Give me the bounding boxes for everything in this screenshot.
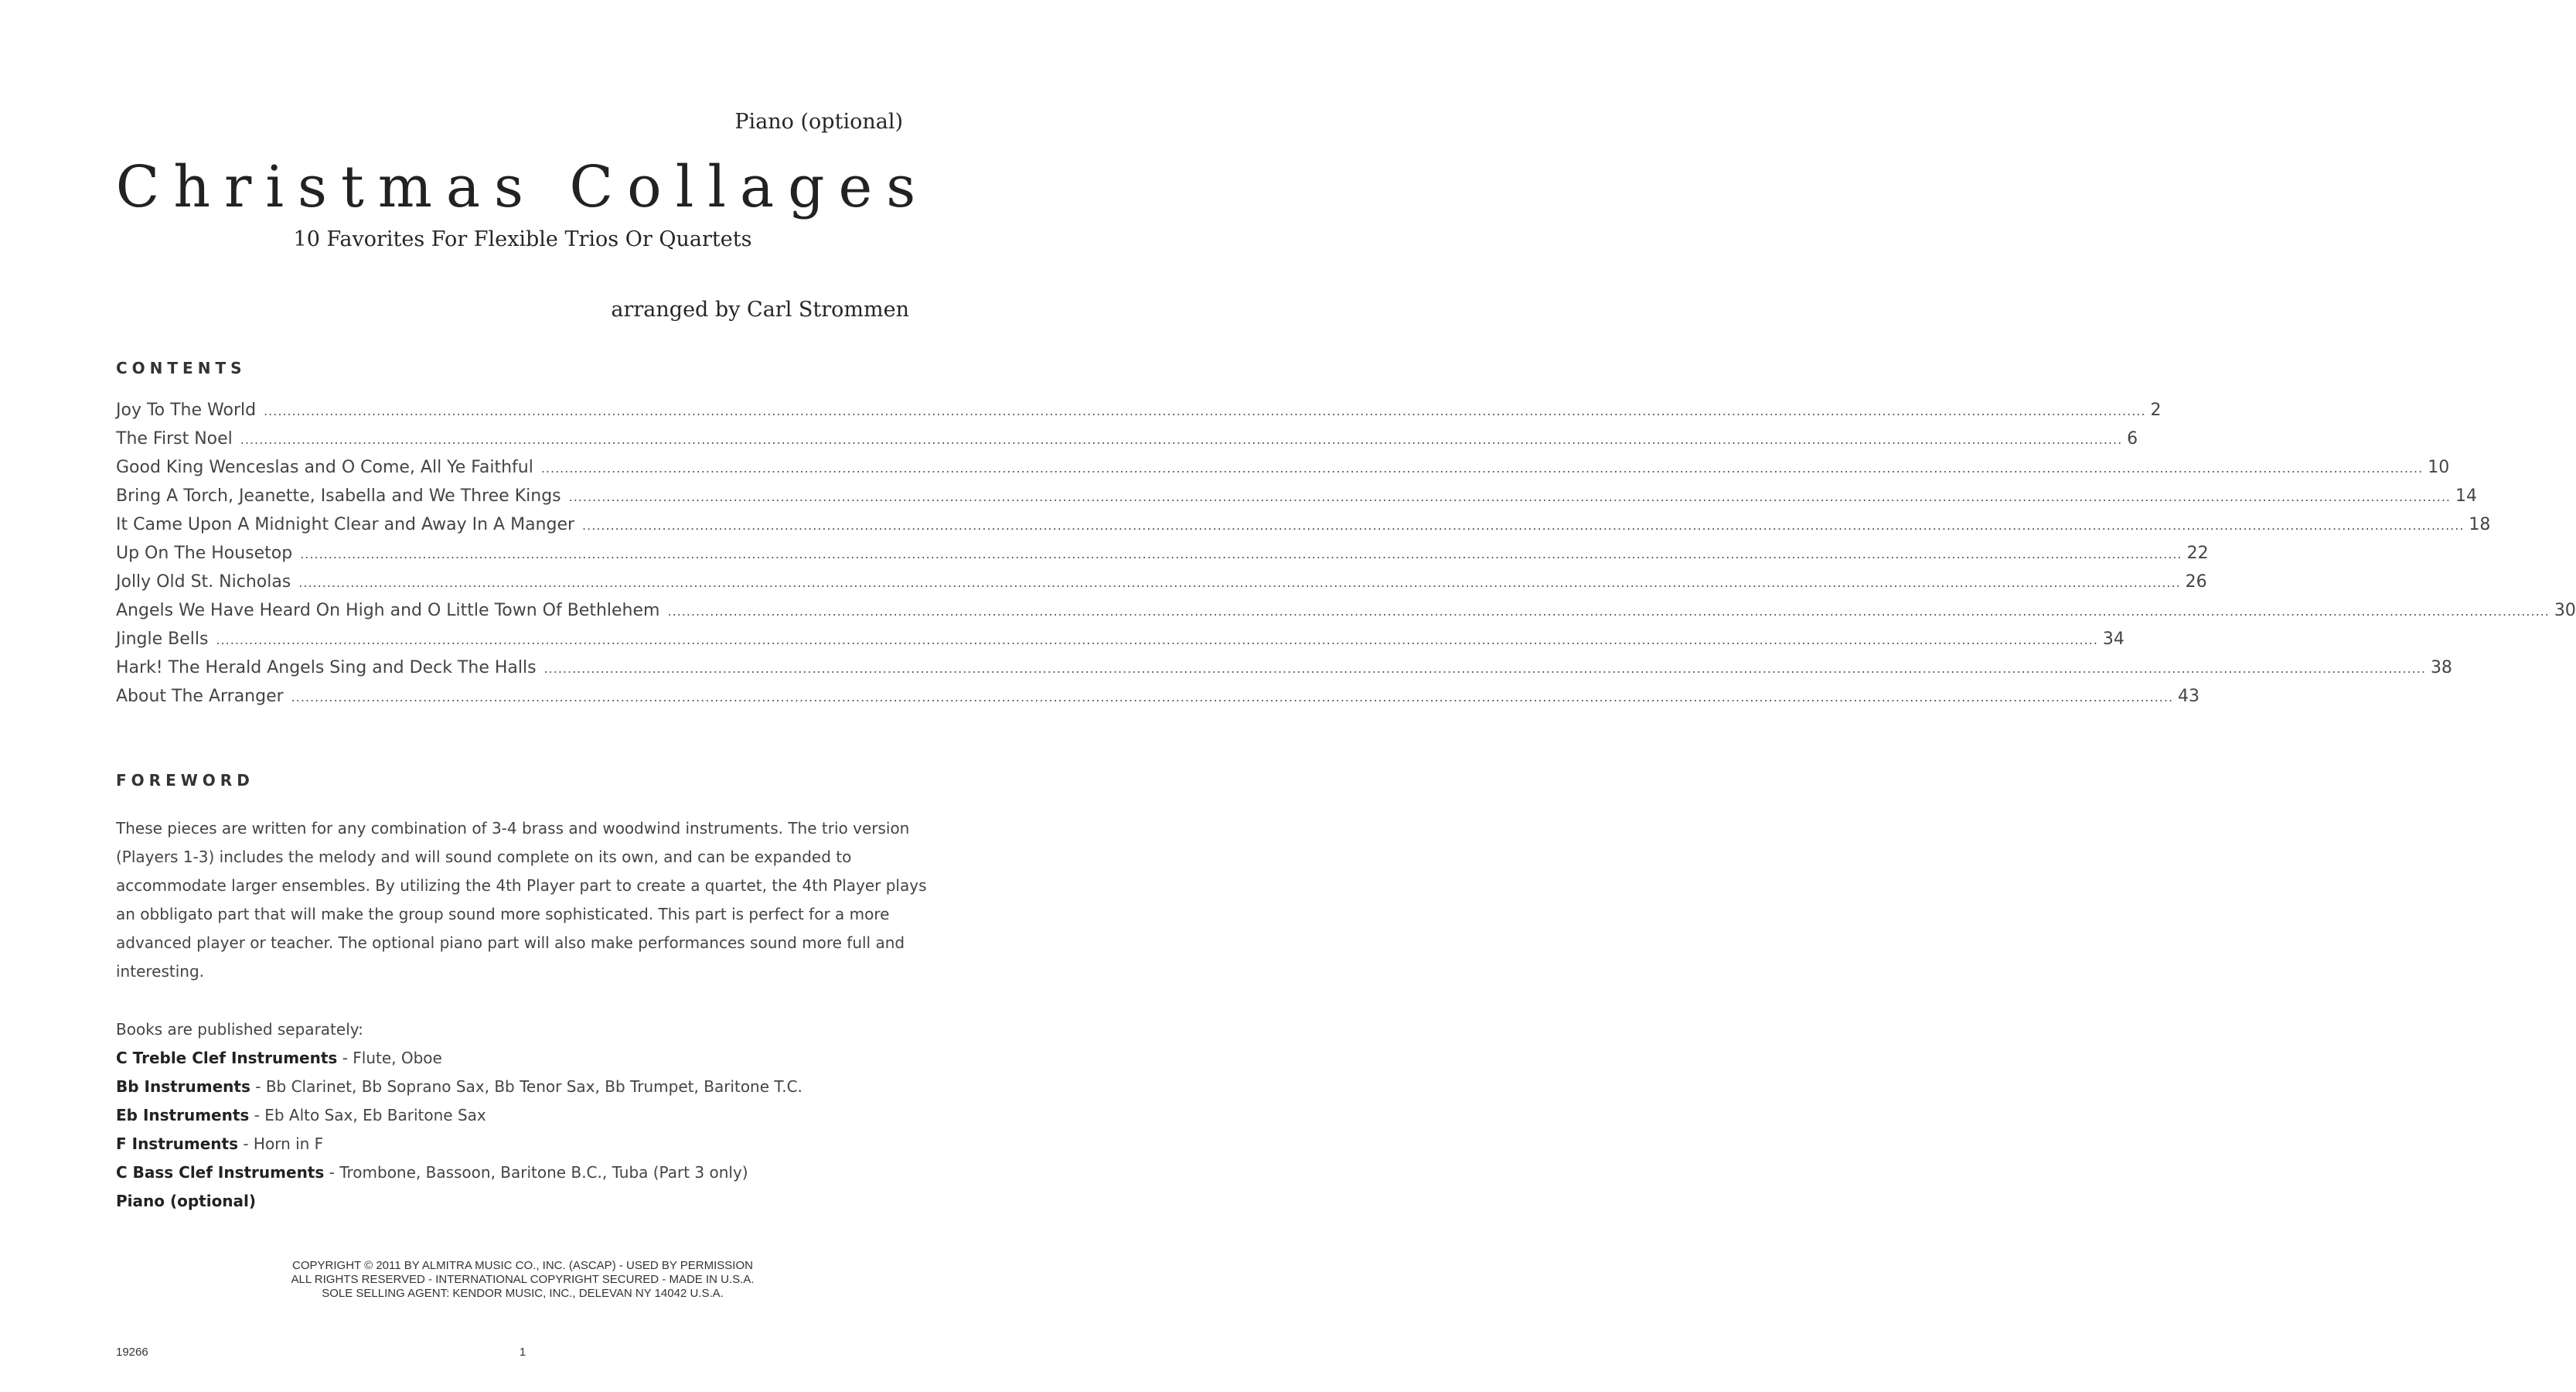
toc-entry-title: Joy To The World <box>116 401 257 420</box>
toc-entry <box>116 429 2138 458</box>
toc-leader-dots: ................................................................................................................................................................................................................................................................................................................................................................................................................ <box>298 575 2181 590</box>
toc-entry <box>116 544 2209 572</box>
toc-entry-title: Angels We Have Heard On High and O Little Town Of Bethlehem <box>116 601 660 620</box>
toc-entry <box>116 658 2452 687</box>
book-edition-name: Piano (optional) <box>116 1192 257 1210</box>
copyright-line: COPYRIGHT © 2011 BY ALMITRA MUSIC CO., INC. (ASCAP) - USED BY PERMISSION <box>292 1259 753 1272</box>
book-edition-name: Bb Instruments <box>116 1077 250 1096</box>
toc-entry-title: Jolly Old St. Nicholas <box>116 572 291 592</box>
contents-heading: CONTENTS <box>116 359 247 377</box>
toc-entry <box>116 601 2576 629</box>
books-intro: Books are published separately: <box>116 1020 363 1039</box>
book-subtitle: 10 Favorites For Flexible Trios Or Quartets <box>293 227 752 251</box>
toc-entry-page: 10 <box>2428 458 2450 477</box>
toc-entry <box>116 486 2477 515</box>
toc-entry <box>116 401 2162 429</box>
toc-entry-page: 6 <box>2127 429 2138 449</box>
toc-leader-dots: ................................................................................................................................................................................................................................................................................................................................................................................................................ <box>216 633 2098 647</box>
toc-entry-title: It Came Upon A Midnight Clear and Away In A Manger <box>116 515 575 534</box>
toc-leader-dots: ................................................................................................................................................................................................................................................................................................................................................................................................................ <box>568 490 2451 504</box>
book-edition-instruments: - Eb Alto Sax, Eb Baritone Sax <box>249 1106 486 1124</box>
book-edition-instruments: - Bb Clarinet, Bb Soprano Sax, Bb Tenor Sax, Bb Trumpet, Baritone T.C. <box>250 1077 802 1096</box>
toc-leader-dots: ................................................................................................................................................................................................................................................................................................................................................................................................................ <box>543 661 2426 676</box>
toc-entry-page: 22 <box>2186 544 2209 563</box>
arranger-credit: arranged by Carl Strommen <box>611 298 909 322</box>
toc-entry-title: About The Arranger <box>116 687 284 706</box>
toc-entry-title: Up On The Housetop <box>116 544 293 563</box>
toc-entry-page: 43 <box>2178 687 2200 706</box>
table-of-contents <box>116 401 2576 715</box>
books-list <box>116 1015 928 1216</box>
book-edition <box>116 1130 928 1158</box>
toc-entry-page: 2 <box>2150 401 2162 420</box>
toc-entry-title: Bring A Torch, Jeanette, Isabella and We Three Kings <box>116 486 561 506</box>
toc-leader-dots: ................................................................................................................................................................................................................................................................................................................................................................................................................ <box>667 604 2550 619</box>
toc-entry-page: 18 <box>2469 515 2491 534</box>
toc-entry <box>116 458 2450 486</box>
book-edition <box>116 1158 928 1187</box>
toc-entry <box>116 629 2125 658</box>
toc-entry-title: The First Noel <box>116 429 233 449</box>
toc-entry-title: Jingle Bells <box>116 629 209 649</box>
toc-entry <box>116 687 2200 715</box>
toc-leader-dots: ................................................................................................................................................................................................................................................................................................................................................................................................................ <box>540 461 2424 476</box>
toc-entry <box>116 515 2491 544</box>
part-label: Piano (optional) <box>734 110 903 134</box>
book-edition-name: C Treble Clef Instruments <box>116 1049 338 1067</box>
toc-entry <box>116 572 2207 601</box>
toc-entry-page: 26 <box>2185 572 2207 592</box>
foreword-body: These pieces are written for any combination of 3-4 brass and woodwind instruments. The trio version (Players 1-3) includes the melody and will sound complete on its own, and can be expanded to accommodate larger ensembles. By utilizing the 4th Player part to create a quartet, the 4th Player plays an obbligato part that will make the group sound more sophisticated. This part is perfect for a more advanced player or teacher. The optional piano part will also make performances sound more full and interesting. <box>116 819 927 981</box>
book-edition <box>116 1187 928 1216</box>
toc-leader-dots: ................................................................................................................................................................................................................................................................................................................................................................................................................ <box>582 518 2465 533</box>
toc-entry-page: 14 <box>2455 486 2477 506</box>
toc-leader-dots: ................................................................................................................................................................................................................................................................................................................................................................................................................ <box>300 547 2182 561</box>
toc-entry-title: Good King Wenceslas and O Come, All Ye Faithful <box>116 458 533 477</box>
catalog-number: 19266 <box>116 1346 148 1359</box>
toc-entry-page: 30 <box>2554 601 2576 620</box>
toc-leader-dots: ................................................................................................................................................................................................................................................................................................................................................................................................................ <box>240 432 2123 447</box>
copyright-line: SOLE SELLING AGENT: KENDOR MUSIC, INC., DELEVAN NY 14042 U.S.A. <box>322 1287 724 1300</box>
book-edition-instruments: - Trombone, Bassoon, Baritone B.C., Tuba (Part 3 only) <box>324 1163 748 1182</box>
book-title: Christmas Collages <box>115 154 930 220</box>
page-number: 1 <box>519 1346 526 1359</box>
toc-leader-dots: ................................................................................................................................................................................................................................................................................................................................................................................................................ <box>264 404 2146 418</box>
book-edition-name: F Instruments <box>116 1134 238 1153</box>
toc-entry-page: 38 <box>2430 658 2452 677</box>
book-edition <box>116 1101 928 1130</box>
foreword-heading: FOREWORD <box>116 771 254 790</box>
toc-leader-dots: ................................................................................................................................................................................................................................................................................................................................................................................................................ <box>291 690 2174 705</box>
book-edition <box>116 1073 928 1101</box>
book-edition-instruments: - Horn in F <box>237 1134 324 1153</box>
book-edition-name: Eb Instruments <box>116 1106 250 1124</box>
copyright-notice <box>0 1259 1045 1301</box>
copyright-line: ALL RIGHTS RESERVED - INTERNATIONAL COPYRIGHT SECURED - MADE IN U.S.A. <box>291 1273 755 1286</box>
book-edition-name: C Bass Clef Instruments <box>116 1163 325 1182</box>
book-edition-instruments: - Flute, Oboe <box>337 1049 442 1067</box>
book-edition <box>116 1044 928 1073</box>
toc-entry-title: Hark! The Herald Angels Sing and Deck The Halls <box>116 658 537 677</box>
toc-entry-page: 34 <box>2102 629 2125 649</box>
